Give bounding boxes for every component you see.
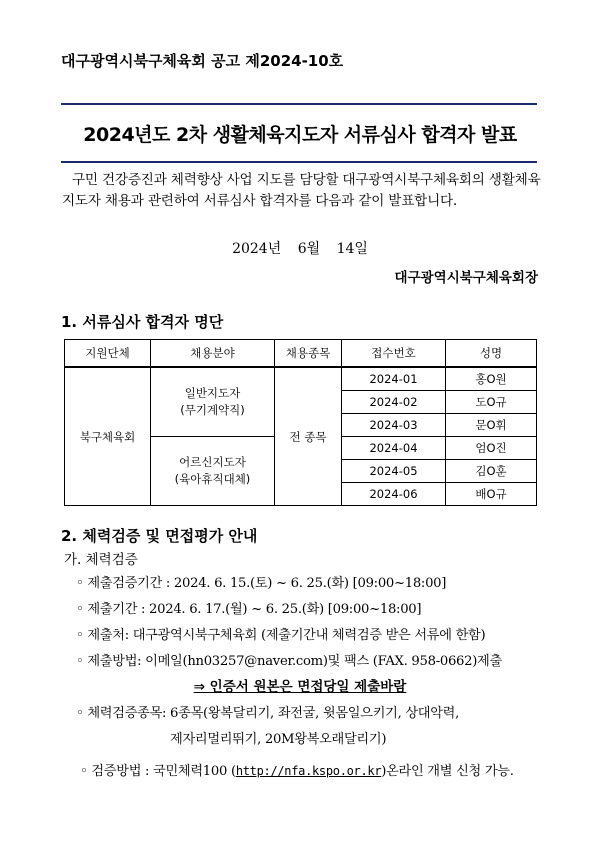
col-name: 성명 bbox=[446, 340, 537, 368]
col-number: 접수번호 bbox=[342, 340, 446, 368]
cell-number: 2024-03 bbox=[342, 414, 446, 437]
item-events-cont: 제자리멀리뛰기, 20M왕복오래달리기) bbox=[170, 732, 387, 747]
cell-field-senior bbox=[151, 437, 275, 506]
signer: 대구광역시북구체육회장 bbox=[394, 270, 538, 286]
item-submit-period: ◦ 제출기간 : 2024. 6. 17.(월) ~ 6. 25.(화) [09:00~18:00] bbox=[76, 602, 422, 617]
item-method bbox=[80, 760, 514, 779]
cell-name: 문O휘 bbox=[446, 414, 537, 437]
note-text: ⇒ 인증서 원본은 면접당일 제출바람 bbox=[193, 679, 407, 695]
intro-paragraph: 구민 건강증진과 체력향상 사업 지도를 담당할 대구광역시북구체육회의 생활체육지도자 채용과 관련하여 서류심사 합격자를 다음과 같이 발표합니다. bbox=[62, 172, 541, 209]
field-general-line1: 일반지도자 bbox=[184, 386, 241, 400]
announcement-date bbox=[0, 238, 600, 258]
item-cert-period: ◦ 제출검증기간 : 2024. 6. 15.(토) ~ 6. 25.(화) [09:00~18:00] bbox=[76, 576, 447, 591]
cell-number: 2024-02 bbox=[342, 391, 446, 414]
cell-sport: 전 종목 bbox=[275, 367, 342, 506]
original-cert-note bbox=[0, 675, 600, 695]
col-organization: 지원단체 bbox=[65, 340, 151, 368]
col-sport: 채용종목 bbox=[275, 340, 342, 368]
title-rule-top bbox=[61, 103, 537, 105]
method-prefix: ◦ 검증방법 : 국민체력100 ( bbox=[80, 764, 236, 779]
nfa-link[interactable]: http://nfa.kspo.or.kr bbox=[235, 764, 382, 778]
item-submit-method: ◦ 제출방법: 이메일(hn03257@naver.com)및 팩스 (FAX. 958-0662)제출 bbox=[76, 654, 502, 669]
passers-table bbox=[64, 339, 537, 506]
cell-name: 김O훈 bbox=[446, 460, 537, 483]
cell-field-general bbox=[151, 367, 275, 437]
table-header-row bbox=[65, 340, 537, 368]
date-month: 6월 bbox=[297, 241, 321, 257]
field-senior-line1: 어르신지도자 bbox=[179, 455, 246, 469]
table-row bbox=[65, 367, 537, 391]
subsection-fitness-check: 가. 체력검증 bbox=[64, 552, 138, 568]
section2-heading: 2. 체력검증 및 면접평가 안내 bbox=[61, 527, 258, 545]
field-general-line2: (무기계약직) bbox=[180, 403, 245, 417]
date-year: 2024년 bbox=[232, 241, 282, 257]
cell-name: 엄O진 bbox=[446, 437, 537, 460]
cell-number: 2024-05 bbox=[342, 460, 446, 483]
title-rule-bottom bbox=[61, 161, 537, 163]
cell-name: 홍O원 bbox=[446, 367, 537, 391]
cell-number: 2024-01 bbox=[342, 367, 446, 391]
method-suffix: )온라인 개별 신청 가능. bbox=[381, 764, 514, 779]
cell-number: 2024-04 bbox=[342, 437, 446, 460]
section1-heading: 1. 서류심사 합격자 명단 bbox=[61, 313, 224, 331]
cell-number: 2024-06 bbox=[342, 483, 446, 506]
cell-name: 배O규 bbox=[446, 483, 537, 506]
field-senior-line2: (육아휴직대체) bbox=[174, 472, 251, 486]
item-events: ◦ 체력검증종목: 6종목(왕복달리기, 좌전굴, 윗몸일으키기, 상대악력, bbox=[76, 706, 459, 721]
page-title: 2024년도 2차 생활체육지도자 서류심사 합격자 발표 bbox=[83, 124, 517, 146]
item-submit-place: ◦ 제출처: 대구광역시북구체육회 (제출기간내 체력검증 받은 서류에 한함) bbox=[76, 628, 486, 643]
cell-organization: 북구체육회 bbox=[65, 367, 151, 506]
col-field: 채용분야 bbox=[151, 340, 275, 368]
notice-number: 대구광역시북구체육회 공고 제2024-10호 bbox=[61, 52, 344, 70]
cell-name: 도O규 bbox=[446, 391, 537, 414]
date-day: 14일 bbox=[336, 241, 368, 257]
